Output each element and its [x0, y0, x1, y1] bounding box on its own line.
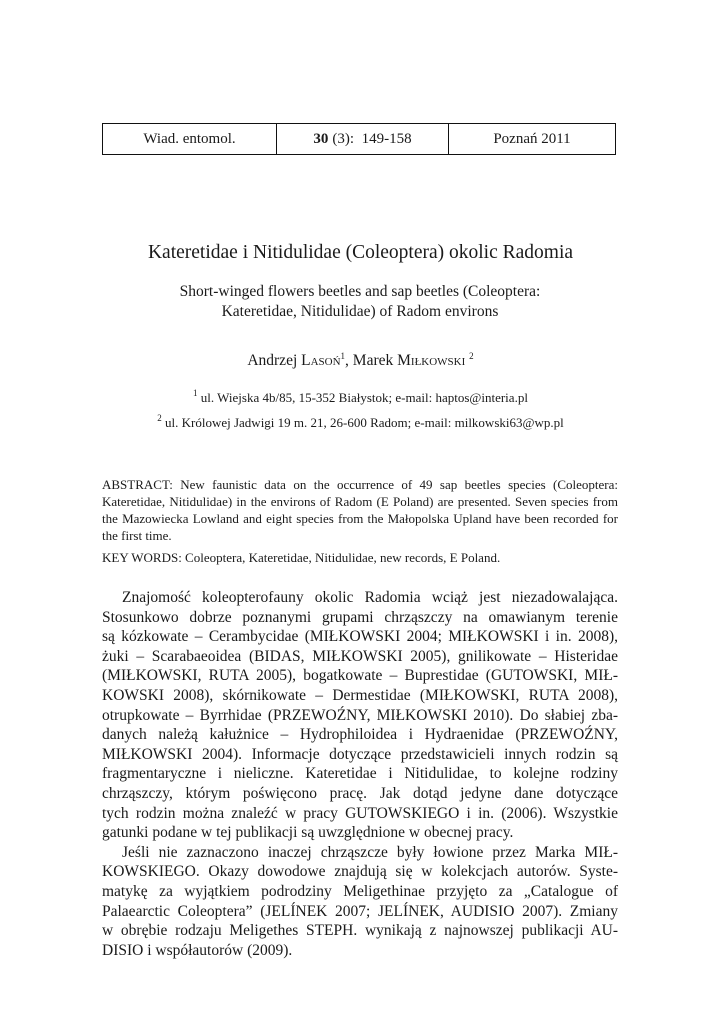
body-line: żuki – Scarabaeoidea (BIDAS, MIŁKOWSKI 2005), gnilikowate – Histeridae — [102, 647, 618, 665]
body-line: KOWSKIEGO. Okazy dowodowe znajdują się w kolekcjach autorów. Syste- — [102, 863, 618, 881]
body-line: gatunki podane w tej publikacji są uwzględnione w obecnej pracy. — [102, 824, 514, 842]
journal-volume: 30 — [313, 130, 329, 147]
paper-subtitle — [120, 282, 600, 322]
subtitle-line-2: Kateretidae, Nitidulidae) of Radom environs — [221, 303, 499, 320]
body-line: KOWSKI 2008), skórnikowate – Dermestidae (MIŁKOWSKI, RUTA 2008), — [102, 686, 618, 704]
author-2-last: Miłkowski — [397, 352, 466, 369]
journal-name-cell — [103, 124, 277, 154]
body-line: Jeśli nie zaznaczono inaczej chrząszcze były łowione przez Marka MIŁ- — [122, 843, 618, 861]
body-text — [102, 588, 618, 960]
journal-header-box — [102, 123, 616, 155]
journal-name: Wiad. entomol. — [143, 130, 236, 147]
body-line: matykę za wyjątkiem podrodziny Meligethinae przyjęto za „Catalogue of — [102, 882, 618, 900]
affiliation-2-sup: 2 — [157, 413, 162, 423]
body-line: Znajomość koleopterofauny okolic Radomia wciąż jest niezadowalająca. — [122, 589, 618, 606]
affiliation-2 — [0, 415, 721, 431]
journal-place-year-cell — [449, 124, 615, 154]
body-line: Stosunkowo dobrze poznanymi grupami chrząszczy na omawianym terenie — [102, 608, 618, 626]
journal-volume-cell — [277, 124, 449, 154]
journal-issue-pages: (3): 149-158 — [332, 130, 412, 147]
affiliation-2-text: ul. Królowej Jadwigi 19 m. 21, 26-600 Radom; e-mail: milkowski63@wp.pl — [165, 415, 564, 430]
body-line: tych rodzin można znaleźć w pracy GUTOWSKIEGO i in. (2006). Wszystkie — [102, 804, 618, 822]
author-separator: , — [345, 352, 349, 369]
subtitle-line-1: Short-winged flowers beetles and sap beetles (Coleoptera: — [179, 283, 541, 300]
authors — [0, 352, 721, 370]
author-1-first: Andrzej — [247, 352, 298, 369]
author-1-sup: 1 — [340, 351, 346, 361]
body-line: otrupkowate – Byrrhidae (PRZEWOŹNY, MIŁKOWSKI 2010). Do słabiej zba- — [102, 706, 618, 724]
body-line: danych należą kałużnice – Hydrophiloidea i Hydraenidae (PRZEWOŹNY, — [102, 726, 618, 744]
journal-place-year: Poznań 2011 — [493, 130, 571, 147]
body-line: Palaearctic Coleoptera” (JELÍNEK 2007; JELÍNEK, AUDISIO 2007). Zmiany — [102, 902, 618, 920]
body-line: chrząszczy, którym poświęcono pracę. Jak dotąd jedyne dane dotyczące — [102, 784, 618, 802]
abstract: ABSTRACT: New faunistic data on the occurrence of 49 sap beetles species (Coleoptera: Kateretidae, Nitidulidae) in the environs of Radom (E Poland) are presented. Seven species from the Mazowiecka Lowland and eight species from the Małopolska Upland have been recorded for the first time. — [102, 477, 618, 543]
body-line: (MIŁKOWSKI, RUTA 2005), bogatkowate – Buprestidae (GUTOWSKI, MIŁ- — [102, 667, 618, 685]
author-2-sup: 2 — [469, 351, 474, 361]
author-2-first: Marek — [352, 352, 394, 369]
body-line: fragmentaryczne i nieliczne. Kateretidae i Nitidulidae, to kolejne rodziny — [102, 765, 618, 783]
body-line: MIŁKOWSKI 2004). Informacje dotyczące przedstawicieli innych rodzin są — [102, 745, 618, 763]
body-line: są kózkowate – Cerambycidae (MIŁKOWSKI 2004; MIŁKOWSKI i in. 2008), — [102, 628, 618, 646]
body-line: w obrębie rodzaju Meligethes STEPH. wynikają z najnowszej publikacji AU- — [102, 922, 618, 940]
body-line: DISIO i współautorów (2009). — [102, 941, 293, 959]
keywords: KEY WORDS: Coleoptera, Kateretidae, Nitidulidae, new records, E Poland. — [102, 550, 501, 565]
affiliation-1-sup: 1 — [193, 388, 198, 398]
affiliation-1-text: ul. Wiejska 4b/85, 15-352 Białystok; e-mail: haptos@interia.pl — [200, 390, 528, 405]
paper-title: Kateretidae i Nitidulidae (Coleoptera) okolic Radomia — [147, 242, 574, 263]
affiliation-1 — [0, 390, 721, 406]
author-1-last: Lasoń — [301, 352, 341, 369]
